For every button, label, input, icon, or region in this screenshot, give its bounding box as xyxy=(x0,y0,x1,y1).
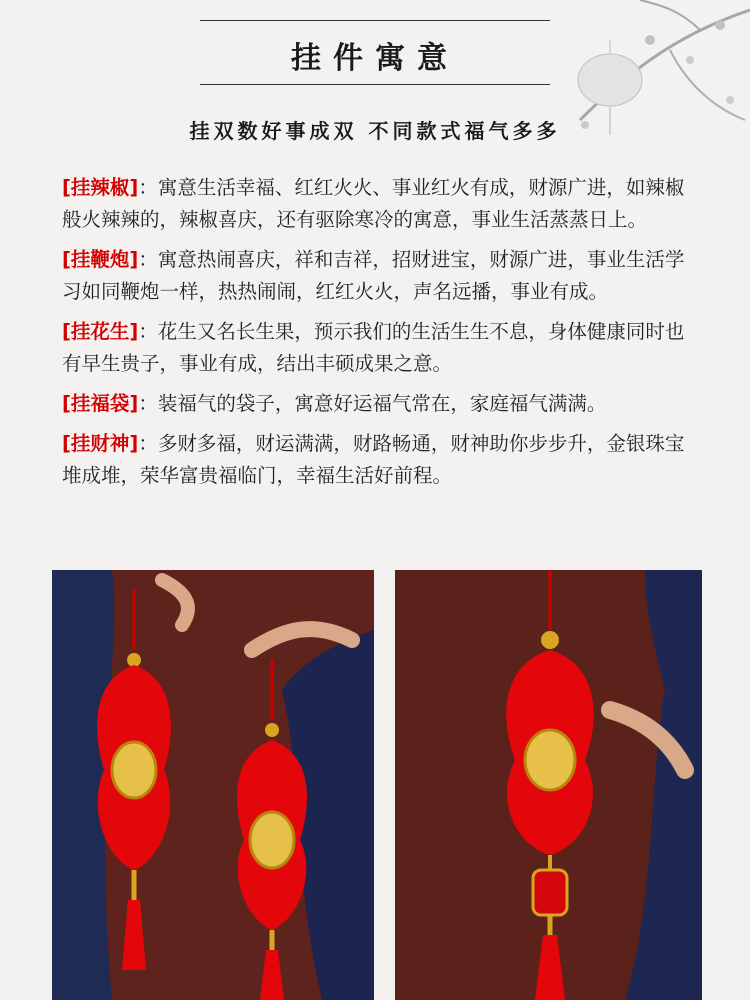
product-photo-single-ornament xyxy=(395,570,702,1000)
item-text: ：装福气的袋子，寓意好运福气常在，家庭福气满满。 xyxy=(138,392,607,415)
item-text: ：多财多福，财运满满，财路畅通，财神助你步步升，金银珠宝堆成堆，荣华富贵福临门，幸福生活好前程。 xyxy=(62,432,685,487)
item-text: ：寓意热闹喜庆，祥和吉祥，招财进宝，财源广进，事业生活学习如同鞭炮一样，热热闹闹，红红火火，声名远播，事业有成。 xyxy=(62,248,685,303)
item-tag: [挂福袋] xyxy=(62,392,139,415)
item-text: ：寓意生活幸福、红红火火、事业红火有成，财源广进，如辣椒般火辣辣的，辣椒喜庆，还有驱除寒冷的寓意，事业生活蒸蒸日上。 xyxy=(62,176,685,231)
meaning-item-pepper xyxy=(62,172,702,236)
item-text: ：花生又名长生果，预示我们的生活生生不息，身体健康同时也有早生贵子，事业有成，结出丰硕成果之意。 xyxy=(62,320,685,375)
item-tag: [挂花生] xyxy=(62,320,139,343)
meaning-item-wealth-god xyxy=(62,428,702,492)
meaning-list xyxy=(62,172,702,500)
page-title: 挂件寓意 xyxy=(291,41,459,76)
title-bottom-rule xyxy=(200,84,550,85)
page-subtitle: 挂双数好事成双 不同款式福气多多 xyxy=(189,119,561,143)
title-top-rule xyxy=(200,20,550,21)
meaning-item-lucky-bag xyxy=(62,388,702,420)
item-tag: [挂财神] xyxy=(62,432,139,455)
item-tag: [挂鞭炮] xyxy=(62,248,139,271)
product-photos xyxy=(0,570,750,1000)
header xyxy=(0,0,750,100)
meaning-item-peanut xyxy=(62,316,702,380)
meaning-item-firecracker xyxy=(62,244,702,308)
product-photo-two-ornaments xyxy=(52,570,374,1000)
item-tag: [挂辣椒] xyxy=(62,176,139,199)
